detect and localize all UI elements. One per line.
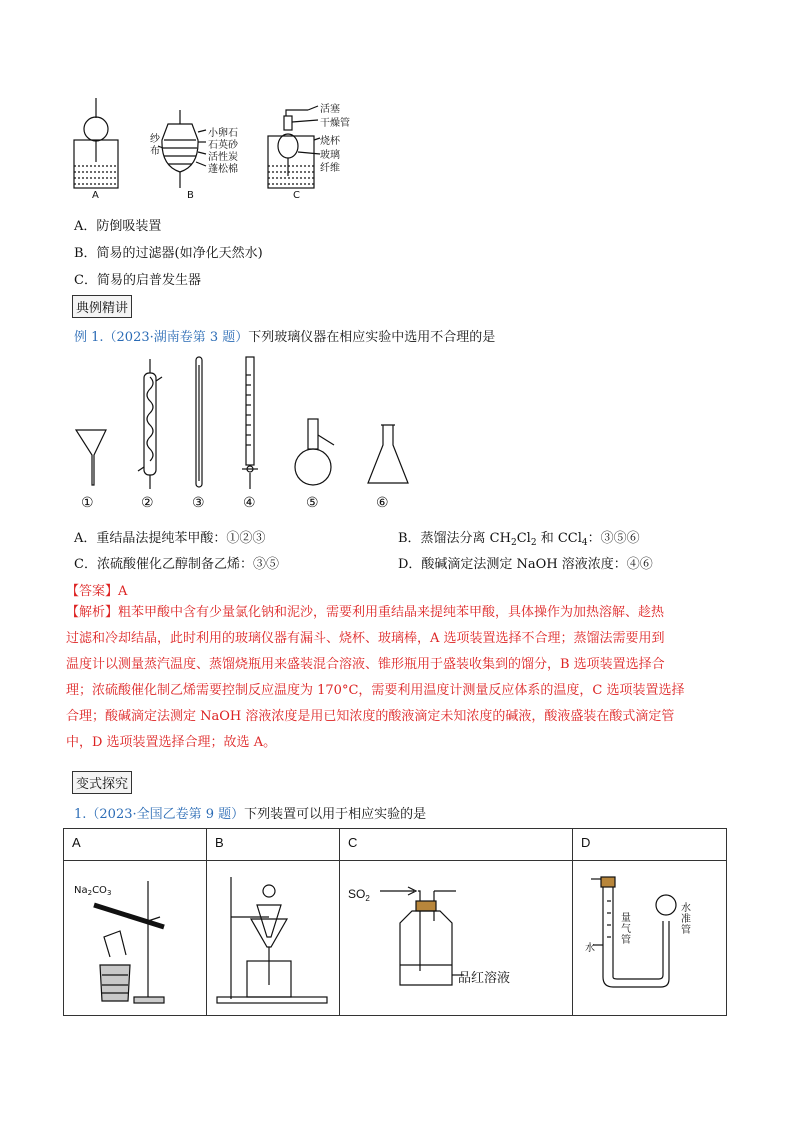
- analysis-line: 合理；酸碱滴定法测定 NaOH 溶液浓度是用已知浓度的酸液滴定未知浓度的碱液，酸液盛装在酸式滴定管: [66, 709, 675, 724]
- practice-options-table: [63, 828, 727, 1016]
- label-c: C: [293, 190, 300, 201]
- option-b-figure: [207, 861, 340, 1016]
- label-b-pebble: 小卵石: [208, 128, 238, 139]
- funnel: [76, 430, 106, 485]
- table-header-d: D: [573, 829, 727, 861]
- intro-option-b: B．简易的过滤器(如净化天然水): [74, 246, 263, 261]
- table-header-a: A: [64, 829, 207, 861]
- gas-washing-bottle-drawing: [340, 861, 572, 1011]
- instrument-label-4: ④: [243, 495, 256, 511]
- instrument-label-2: ②: [141, 495, 154, 511]
- gas-measuring-tube-drawing: [573, 861, 723, 1011]
- analysis-line: 理；浓硫酸催化制乙烯需要控制反应温度为 170°C，需要利用温度计测量反应体系的温度，C 选项装置选择: [66, 683, 685, 698]
- heating-apparatus-drawing: [64, 861, 206, 1011]
- instrument-label-1: ①: [81, 495, 94, 511]
- burette: [242, 357, 258, 489]
- example-analysis: [66, 600, 726, 756]
- filtration-apparatus-drawing: [207, 861, 339, 1011]
- label-c-drying-tube: 干燥管: [320, 118, 350, 129]
- apparatus-c: [268, 106, 320, 188]
- top-apparatus-figure: [68, 96, 358, 206]
- example-option-a: A．重结晶法提纯苯甲酸：①②③: [74, 531, 266, 546]
- label-a: A: [92, 190, 99, 201]
- option-d-figure: [573, 861, 727, 1016]
- label-b-carbon: 活性炭: [208, 152, 238, 163]
- instrument-label-3: ③: [192, 495, 205, 511]
- analysis-line: 【解析】粗苯甲酸中含有少量氯化钠和泥沙，需要利用重结晶来提纯苯甲酸，具体操作为加热溶解、趁热: [66, 605, 665, 620]
- label-c-stopcock: 活塞: [320, 104, 340, 115]
- option-d-tube2-label: 水 准 管: [681, 903, 691, 936]
- intro-option-a: A．防倒吸装置: [74, 219, 162, 234]
- option-d-tube1-label: 量 气 管: [621, 913, 631, 946]
- label-b: B: [187, 190, 194, 201]
- label-b-cotton: 蓬松棉: [208, 164, 238, 175]
- label-c-fiber: 纤维: [320, 163, 340, 174]
- option-a-figure: [64, 861, 207, 1016]
- example-answer: 【答案】A: [66, 584, 128, 599]
- instruments-figure: [68, 355, 428, 515]
- option-a-label: $Na_2CO_3$: [74, 885, 112, 897]
- option-c-gas-label: $SO_2$: [348, 887, 370, 903]
- table-header-c: C: [340, 829, 573, 861]
- apparatus-a: [74, 98, 118, 188]
- instrument-label-6: ⑥: [376, 495, 389, 511]
- example-source: 例 1.（2023·湖南卷第 3 题）: [74, 330, 249, 345]
- intro-option-c: C．简易的启普发生器: [74, 273, 201, 288]
- section-title-practice: 变式探究: [72, 771, 132, 794]
- analysis-line: 温度计以测量蒸汽温度、蒸馏烧瓶用来盛装混合溶液、锥形瓶用于盛装收集到的馏分，B 选项装置选择合: [66, 657, 665, 672]
- apparatus-b: [158, 110, 206, 188]
- example-question: [74, 326, 495, 345]
- label-b-gauze: 纱 布: [150, 134, 160, 157]
- conical-flask: [368, 425, 408, 483]
- example-option-c: C．浓硫酸催化乙醇制备乙烯：③⑤: [74, 557, 279, 572]
- option-c-figure: [340, 861, 573, 1016]
- thermometer: [196, 357, 202, 487]
- option-d-water-label: 水: [585, 943, 595, 954]
- analysis-line: 中，D 选项装置选择合理；故选 A。: [66, 735, 277, 750]
- instrument-label-5: ⑤: [306, 495, 319, 511]
- option-c-solution-label: 品红溶液: [458, 971, 511, 986]
- example-option-d: D．酸碱滴定法测定 NaOH 溶液浓度：④⑥: [398, 557, 653, 572]
- practice-question: [74, 803, 426, 822]
- section-title-examples: 典例精讲: [72, 295, 132, 318]
- label-b-sand: 石英砂: [208, 140, 238, 151]
- table-header-b: B: [207, 829, 340, 861]
- distillation-flask: [295, 419, 334, 485]
- condenser: [138, 359, 162, 489]
- label-c-beaker: 烧杯: [320, 136, 340, 147]
- practice-source: 1.（2023·全国乙卷第 9 题）: [74, 807, 245, 822]
- instrument-drawings: [68, 355, 428, 505]
- example-option-b: B．蒸馏法分离 $CH_2Cl_2$ 和 CCl$_4$：③⑤⑥: [398, 531, 640, 548]
- analysis-line: 过滤和冷却结晶，此时利用的玻璃仪器有漏斗、烧杯、玻璃棒，A 选项装置选择不合理；蒸馏法需要用到: [66, 631, 665, 646]
- practice-question-text: 下列装置可以用于相应实验的是: [244, 807, 427, 822]
- label-c-glass: 玻璃: [320, 150, 340, 161]
- example-question-text: 下列玻璃仪器在相应实验中选用不合理的是: [248, 330, 496, 345]
